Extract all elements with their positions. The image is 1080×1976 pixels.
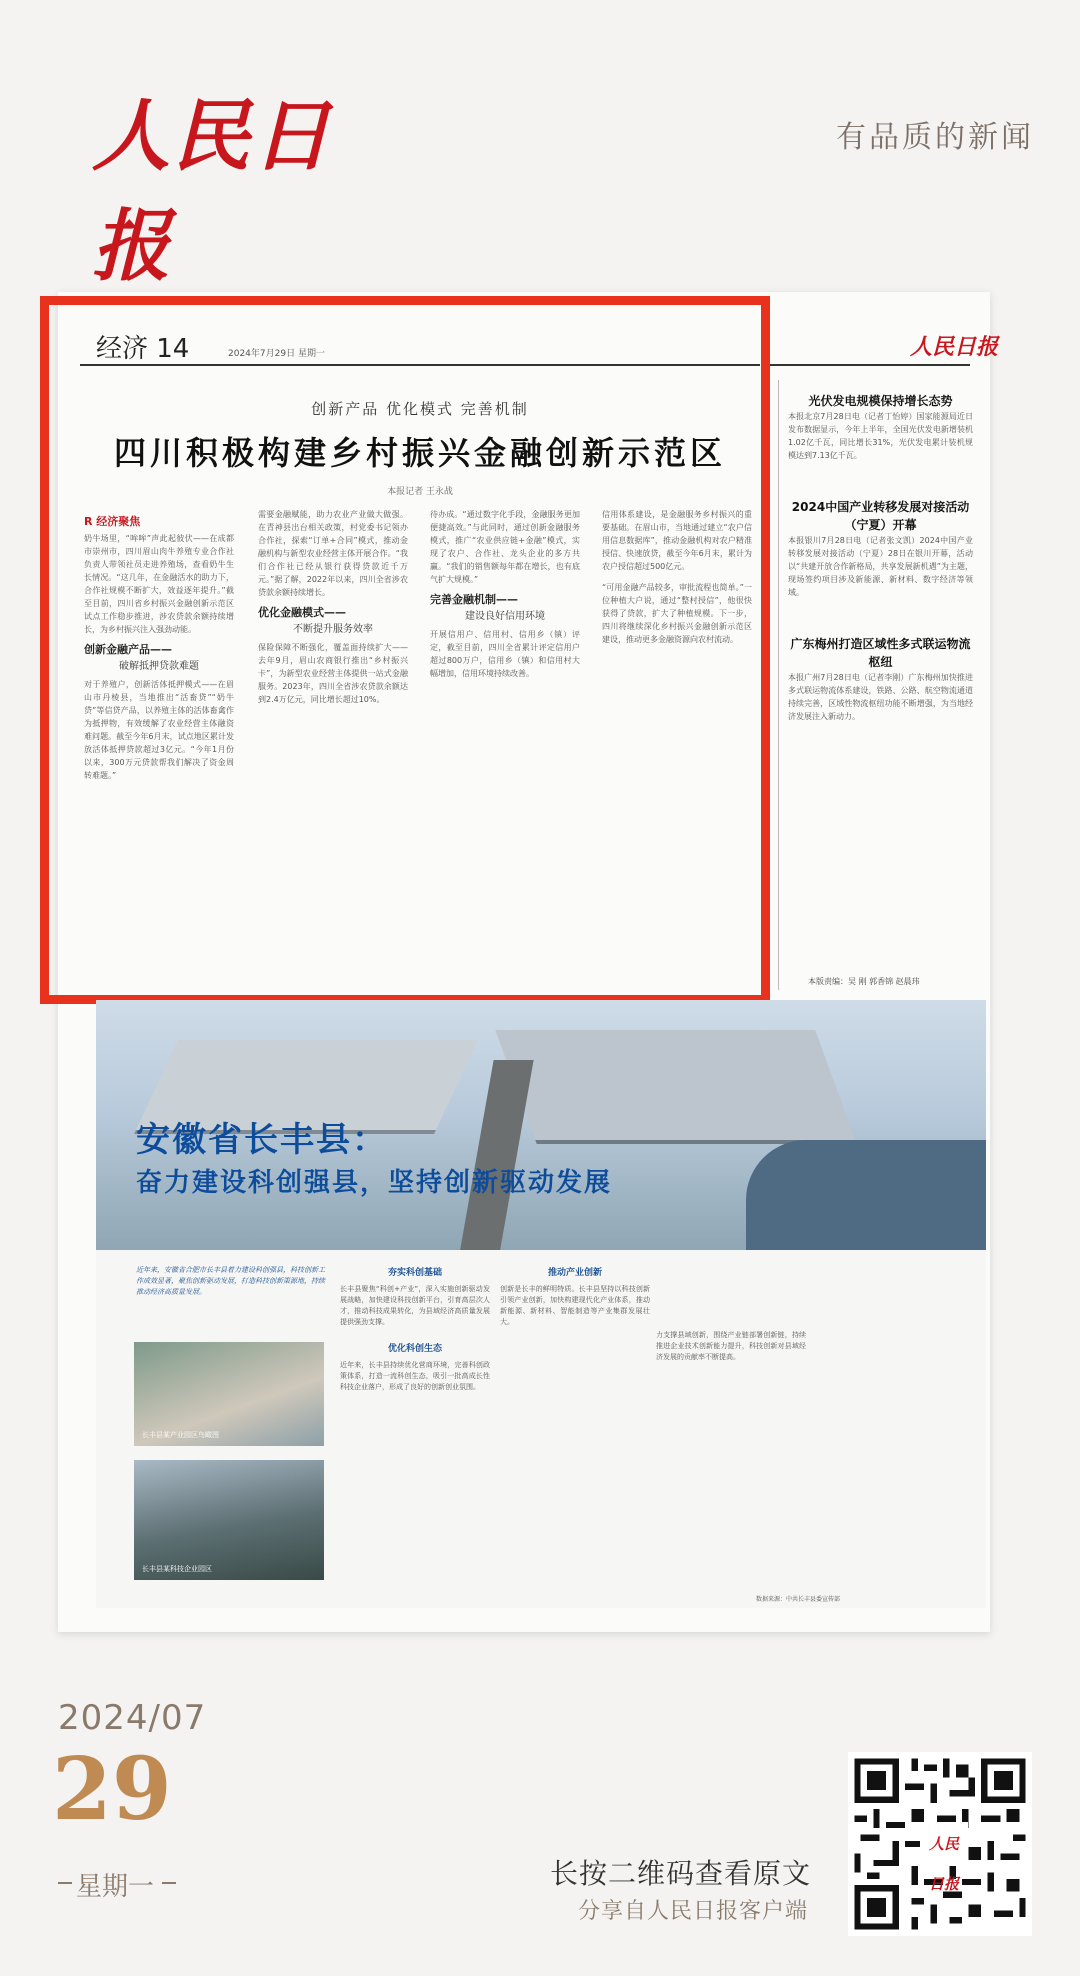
brand-slogan: 有品质的新闻 [836,120,1034,155]
dash-right [162,1882,176,1884]
column-text-2: 保险保障不断强化，覆盖面持续扩大——去年9月，眉山农商银行推出“乡村振兴卡”，为新型农业经营主体提供一站式金融服务。2023年，四川全省涉农贷款余额达到2.4万亿元，同比增长超过10%。 [258,643,408,704]
ad-column-text: 长丰县聚焦“科创+产业”，深入实施创新驱动发展战略，加快建设科技创新平台，引育高层次人才，推动科技成果转化，为县域经济高质量发展提供强劲支撑。 [340,1285,490,1326]
date-day: 29 [52,1739,172,1840]
column-subhead-2: 建设良好信用环境 [465,611,545,622]
brief-title-1[interactable]: 光伏发电规模保持增长态势 [808,394,953,408]
brief-text-1: 本报北京7月28日电（记者丁怡婷）国家能源局近日发布数据显示，今年上半年，全国光伏发电新增装机1.02亿千瓦，同比增长31%，光伏发电累计装机规模达到7.13亿千瓦。 [788,412,973,460]
ad-column-head: 夯实科创基础 [387,1268,442,1278]
section-name: 经济 14 [96,334,190,364]
ad-column-head: 推动产业创新 [547,1268,602,1278]
ad-title: 安徽省长丰县： [136,1120,388,1160]
column-text: 奶牛场里，“哞哞”声此起彼伏——在成都市崇州市，四川眉山肉牛养殖专业合作社负责人带领社员走进养殖场，查看奶牛生长情况。“这几年，在金融活水的助力下，合作社规模不断扩大，效益逐年提升。”截至目前，四川省乡村振兴金融创新示范区试点工作稳步推进，涉农贷款余额持续增长，为乡村振兴注入强劲动能。 [84,534,234,634]
ad-credit: 数据来源：中共长丰县委宣传部 [756,1596,841,1603]
column-subhead-2: 不断提升服务效率 [293,624,373,635]
article-headline[interactable]: 四川积极构建乡村振兴金融创新示范区 [113,434,726,472]
column-subhead: 创新金融产品—— [84,643,172,656]
brief-title-2[interactable]: 2024中国产业转移发展对接活动（宁夏）开幕 [791,500,970,532]
photo-caption: 长丰县某产业园区鸟瞰图 [142,1431,219,1439]
header-rule-right [770,364,970,366]
ad-column-head-2: 优化科创生态 [387,1344,442,1354]
ad-column-2 [500,1262,650,1592]
date-year-month: 2024/07 [58,1698,207,1738]
date-weekday: 星期一 [76,1872,155,1902]
ad-column-text: 创新是长丰的鲜明特质。长丰县坚持以科技创新引领产业创新，加快构建现代化产业体系，推动新能源、新材料、智能制造等产业集群发展壮大。 [500,1285,650,1326]
brief-title-3[interactable]: 广东梅州打造区域性多式联运物流枢纽 [790,637,971,669]
column-tag: R 经济聚焦 [84,515,141,528]
article-byline: 本报记者 王永战 [387,487,453,497]
brand-logo: 人民日报 [92,91,333,292]
ad-photo-1 [134,1342,324,1446]
share-source: 分享自人民日报客户端 [578,1899,809,1924]
ad-photo-2 [134,1460,324,1580]
brief-text-3: 本报广州7月28日电（记者李刚）广东梅州加快推进多式联运物流体系建设，铁路、公路、航空物流通道持续完善，区域性物流枢纽功能不断增强，为当地经济发展注入新动力。 [788,673,973,721]
right-briefs [788,392,973,972]
column-text-2: “可用金融产品较多，审批流程也简单。”一位种植大户说，通过“整村授信”，他很快获得了贷款，扩大了种植规模。下一步，四川将继续深化乡村振兴金融创新示范区建设，推动更多金融资源向农村流动。 [602,583,752,644]
column-subhead-2: 破解抵押贷款难题 [119,661,199,672]
ad-column-text-2: 近年来，长丰县持续优化营商环境，完善科创政策体系，打造一流科创生态，吸引一批高成长性科技企业落户，形成了良好的创新创业氛围。 [340,1361,490,1391]
section-date: 2024年7月29日 星期一 [228,349,325,359]
ad-section[interactable] [96,1000,986,1608]
column-text: 信用体系建设，是金融服务乡村振兴的重要基础。在眉山市，当地通过建立“农户信用信息数据库”，推动金融机构对农户精准授信、快速放贷，截至今年6月末，累计为农户授信超过500亿元。 [602,510,752,571]
column-divider [778,380,779,990]
column-text-2: 对于养殖户，创新活体抵押模式——在眉山市丹棱县，当地推出“活畜贷”“奶牛贷”等信贷产品，以养殖主体的活体畜禽作为抵押物，有效缓解了农业经营主体融资难问题。截至今年6月末，试点地区累计发放活体抵押贷款超过3亿元。“今年1月份以来，300万元贷款帮我们解决了资金周转难题。” [84,680,234,780]
factory-roof-shape-2 [495,1030,856,1144]
ad-subtitle: 奋力建设科创强县，坚持创新驱动发展 [136,1168,613,1198]
column-subhead: 完善金融机制—— [430,593,518,606]
ad-column-1 [340,1262,490,1592]
ad-column-text: 力支撑县域创新，围绕产业链部署创新链，持续推进企业技术创新能力提升，科技创新对县域经济发展的贡献率不断提高。 [656,1331,806,1361]
paper-logo: 人民日报 [910,334,999,360]
column-subhead: 优化金融模式—— [258,606,346,619]
column-text: 待办成。“通过数字化手段，金融服务更加便捷高效。”与此同时，通过创新金融服务模式，推广“农业供应链+金融”模式，实现了农户、合作社、龙头企业的多方共赢。“我们的销售额每年都在增长，也有底气扩大规模。” [430,510,580,584]
brief-text-2: 本报银川7月28日电（记者张文凯）2024中国产业转移发展对接活动（宁夏）28日在银川开幕，活动以“共建开放合作新格局，共享发展新机遇”为主题，现场签约项目涉及新能源、新材料、数字经济等领域。 [788,536,973,597]
dash-left [58,1882,72,1884]
article-kicker: 创新产品 优化模式 完善机制 [311,400,529,418]
highlight-frame [40,296,770,1004]
column-text: 需要金融赋能，助力农业产业做大做强。在青神县出台相关政策，村党委书记领办合作社，探索“订单+合同”模式，推动金融机构与新型农业经营主体开展合作。“我们合作社已经从银行获得贷款近千万元。”据了解，2022年以来，四川全省涉农贷款余额持续增长。 [258,510,408,597]
photo-caption: 长丰县某科技企业园区 [142,1565,212,1573]
qr-center-logo: 人民日报 [920,1822,968,1866]
column-text-2: 开展信用户、信用村、信用乡（镇）评定，截至目前，四川全省累计评定信用户超过800万户，信用乡（镇）和信用村大幅增加，信用环境持续改善。 [430,630,580,678]
ad-intro: 近年来，安徽省合肥市长丰县着力建设科创强县，科技创新工作成效显著，聚焦创新驱动发展，打造科技创新策源地，持续推动经济高质量发展。 [136,1266,325,1296]
ad-column-3 [656,1330,806,1590]
editor-credit: 本版责编：吴 刚 郭香锦 赵晨玮 [808,977,920,986]
qr-instruction: 长按二维码查看原文 [550,1857,812,1890]
